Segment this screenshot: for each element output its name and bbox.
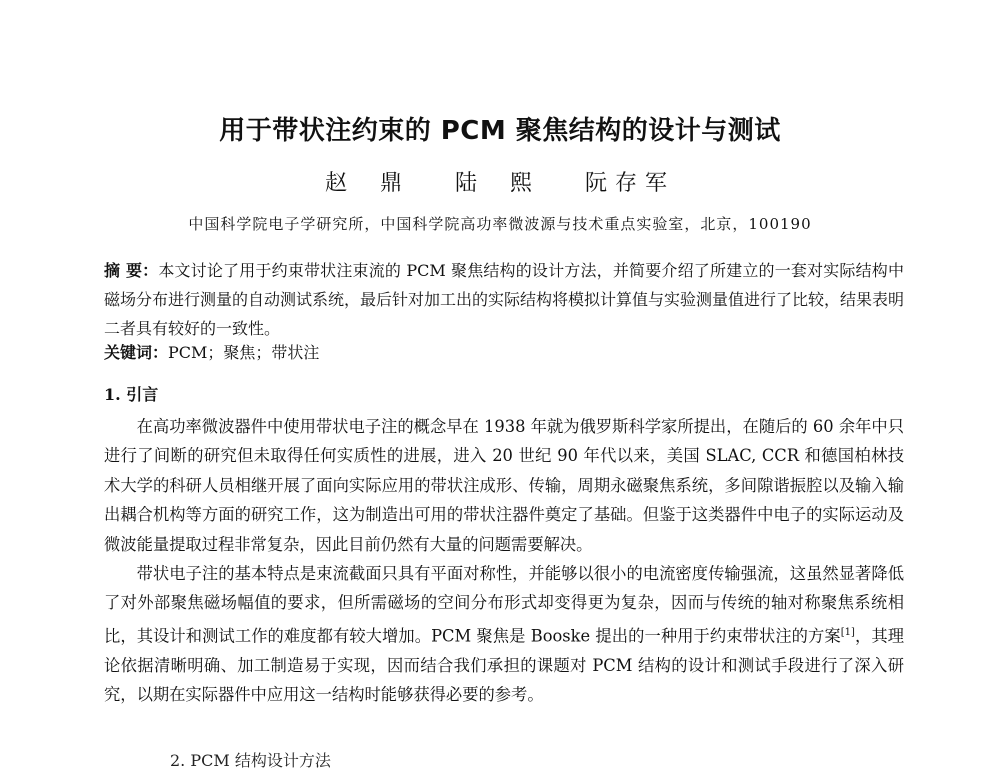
paragraph (104, 559, 904, 709)
affiliation: 中国科学院电子学研究所，中国科学院高功率微波源与技术重点实验室，北京，100190 (188, 215, 812, 233)
paper-title: 用于带状注约束的 PCM 聚焦结构的设计与测试 (219, 116, 781, 146)
keywords-text: PCM；聚焦；带状注 (168, 343, 320, 362)
author-name: 陆 熙 (454, 171, 540, 196)
keywords-label: 关键词： (104, 343, 169, 362)
keywords (104, 338, 319, 367)
paragraph-text: 带状电子注的基本特点是束流截面只具有平面对称性，并能够以很小的电流密度传输强流，这虽然显著降低了对外部聚焦磁场幅值的要求，但所需磁场的空间分布形式却变得更为复杂，因而与传统的轴对称聚焦系统相比，其设计和测试工作的难度都有较大增加。PCM 聚焦是 Booske 提出的一种用于约束带状注的方案 (104, 564, 904, 646)
section-heading: 1. 引言 (104, 385, 159, 404)
citation-ref: [1] (840, 626, 855, 638)
author-list (0, 166, 1000, 197)
paragraph: 在高功率微波器件中使用带状电子注的概念早在 1938 年就为俄罗斯科学家所提出，在随后的 60 余年中只进行了间断的研究但未取得任何实质性的进展，进入 20 世纪 90 年代以来，美国 SLAC, CCR 和德国柏林技术大学的科研人员相继开展了面向实际应用的带状注成形、传输，周期永磁聚焦系统，多间隙谐振腔以及输入输出耦合机构等方面的研究工作，这为制造出可用的带状注器件奠定了基础。但鉴于这类器件中电子的实际运动及微波能量提取过程非常复杂，因此目前仍然有大量的问题需要解决。 (104, 417, 904, 554)
paragraph-text: ，其理论依据清晰明确、加工制造易于实现，因而结合我们承担的课题对 PCM 结构的设计和测试手段进行了深入研究，以期在实际器件中应用这一结构时能够获得必要的参考。 (104, 626, 904, 705)
abstract-label: 摘 要： (104, 261, 159, 280)
section-body (104, 412, 904, 709)
author-name: 阮存军 (584, 171, 675, 196)
next-section-heading-cutoff: 2. PCM 结构设计方法 (170, 751, 331, 770)
abstract-text: 本文讨论了用于约束带状注束流的 PCM 聚焦结构的设计方法，并简要介绍了所建立的一套对实际结构中磁场分布进行测量的自动测试系统，最后针对加工出的实际结构将模拟计算值与实验测量值进行了比较，结果表明二者具有较好的一致性。 (104, 261, 905, 338)
author-name: 赵 鼎 (324, 171, 410, 196)
abstract (104, 256, 904, 343)
